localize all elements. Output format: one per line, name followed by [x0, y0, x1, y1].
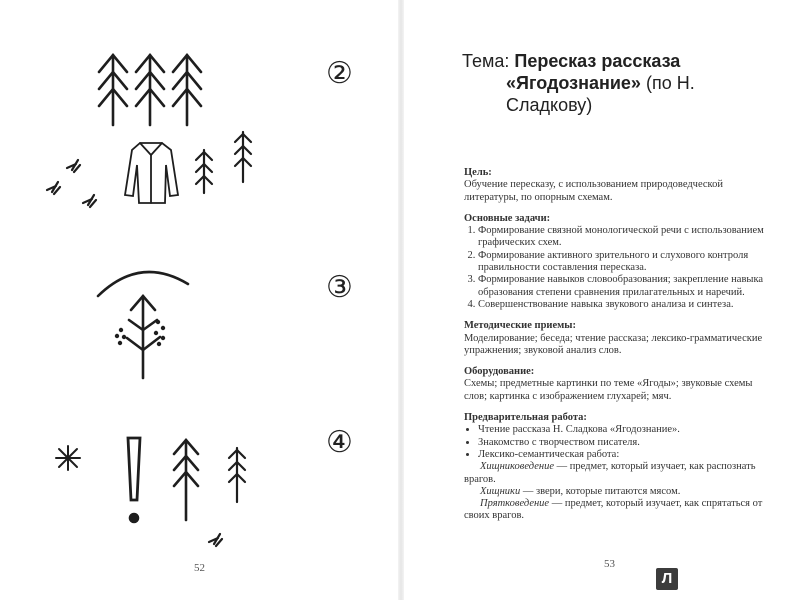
methods-heading: Методические приемы:: [464, 320, 576, 332]
prework-heading: Предварительная работа:: [464, 412, 587, 424]
lesson-title: [462, 50, 782, 116]
task-item: 4. Совершенствование навыка звукового анализа и синтеза.: [478, 299, 764, 311]
term-meaning: — звери, которые питаются мясом.: [520, 485, 681, 497]
term-word: Прятковедение: [480, 498, 550, 510]
term-word: Хищниковедение: [480, 461, 554, 473]
term-meaning: — предмет, который изучает, как спрятаться от своих врагов.: [464, 498, 763, 522]
branch-icon: [196, 132, 251, 193]
prework-item: • Чтение рассказа Н. Сладкова «Ягодознание».: [478, 424, 764, 436]
sun-icon: [56, 446, 80, 470]
goal-text: Обучение пересказу, с использованием природоведческой литературы, по опорным схемам.: [464, 179, 723, 203]
term-definition: [464, 498, 764, 523]
task-item: 2. Формирование активного зрительного и слухового контроля правильности составления пересказа.: [478, 250, 764, 275]
fir-tree-icon: [174, 440, 198, 520]
prework-list: [464, 424, 764, 461]
berry-bush-icon: [127, 296, 160, 378]
scheme-number-4: ④: [326, 425, 353, 460]
equipment-heading: Оборудование:: [464, 366, 535, 378]
prework-item: • Лексико-семантическая работа:: [478, 449, 764, 461]
equipment-text: Схемы; предметные картинки по теме «Ягоды»; звуковые схемы слов; картинка с изображением глухарей; мяч.: [464, 378, 753, 402]
arc-icon: [98, 272, 188, 296]
title-label: Тема:: [462, 51, 510, 71]
title-line1: Пересказ рассказа: [514, 51, 681, 71]
exclamation-icon: [128, 438, 140, 522]
task-item: 3. Формирование навыков словообразования; закрепление навыка образования степени сравнения прилагательных и наречий.: [478, 274, 764, 299]
fir-tree-icon: [173, 55, 201, 125]
lesson-content: [464, 167, 764, 523]
term-meaning: — предмет, который изучает, как распознать врагов.: [464, 461, 756, 485]
page-number-right: 53: [604, 558, 615, 570]
methods-text: Моделирование; беседа; чтение рассказа; лексико-грамматические упражнения; звуковой анализ слов.: [464, 332, 763, 356]
tasks-list: [464, 225, 764, 311]
coat-icon: [125, 143, 178, 203]
scheme-number-3: ③: [326, 270, 353, 305]
page-number-left: 52: [194, 562, 205, 574]
task-item: 1. Формирование связной монологической речи с использованием графических схем.: [478, 225, 764, 250]
prework-item: • Знакомство с творчеством писателя.: [478, 437, 764, 449]
term-definition: [464, 486, 764, 498]
scheme-number-2: ②: [326, 56, 353, 91]
bird-track-icon: [47, 160, 96, 207]
goal-heading: Цель:: [464, 167, 492, 178]
tasks-heading: Основные задачи:: [464, 212, 551, 224]
term-definition: [464, 461, 764, 486]
book-spine: [398, 0, 404, 600]
watermark-logo-icon: Л: [656, 568, 678, 590]
term-word: Хищники: [480, 485, 521, 497]
title-line2: «Ягодознание»: [506, 73, 641, 93]
fir-tree-icon: [99, 55, 127, 125]
bird-track-icon: [209, 534, 222, 546]
fir-tree-icon: [136, 55, 164, 125]
title-line2-suffix: (по Н. Сладкову): [506, 73, 695, 115]
branch-icon: [229, 448, 245, 502]
